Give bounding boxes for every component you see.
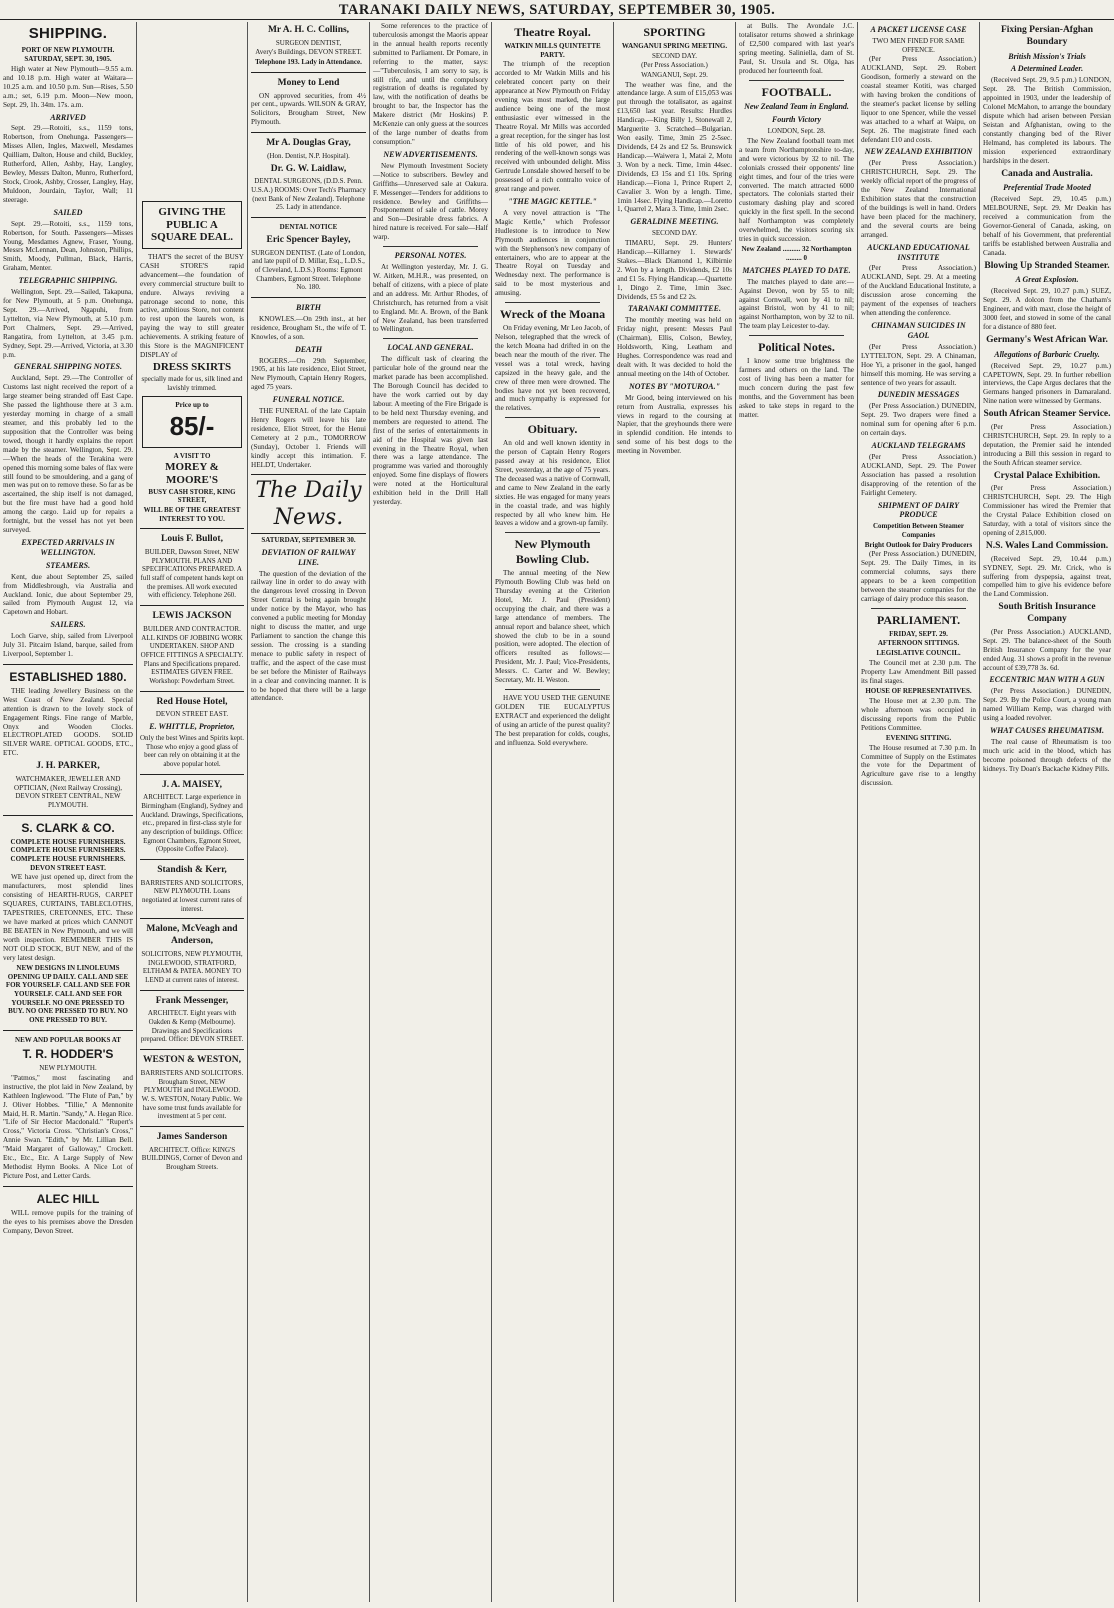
kettle-heading: "THE MAGIC KETTLE." (508, 197, 597, 207)
jackson-text: BUILDER AND CONTRACTOR. ALL KINDS OF JOBBING WORK UNDERTAKEN. SHOP AND OFFICE FITTINGS A SPECIALTY. Plans and Specifications prepared. ESTIMATES GIVEN FREE. Workshop: Powderham Street. (140, 624, 244, 685)
wanganui-text: The weather was fine, and the attendance large. A sum of £15,053 was put through the totalisator, as against £13,650 last year. Results: Hurdles Handicap.—King Billy 1, Stonewall 2, Marguerite 3. Scratched—Bulgarian. Won easily. Time, 3min 25 2-5sec. Dividends, £4 2s and £2 5s. Brunswick Handicap.—Waiwera 1, Matai 2, Motu 3. Won by a neck. Time, 1min 44sec. Dividends, £3 15s and £1 10s. Spring Handicap.—Fiona 1, Prince Rupert 2, Cavalier 3. Won by a length. Time, 1min 14sec. Flying Handicap.—Loretto 1, Quarrel 2, Mara 3. Time, 1min 2sec. (617, 80, 732, 214)
telegraphic-text: Wellington, Sept. 29.—Sailed, Takapuna, for New Plymouth, at 5 p.m. Onehunga, Sept. 29.—Arrived, Ngapuhi, from Lyttelton, via New Plymouth, at 5.10 p.m. Port Chalmers, Sept. 29.—Arrived, Rangatira, from Lyttelton, at 3.45 p.m. Sydney, Sept. 29.—Arrived, Victoria, at 3.30 p.m. (3, 288, 133, 359)
column-sporting (614, 22, 735, 1602)
money-heading: Money to Lend (277, 77, 340, 88)
exhibition-heading: NEW ZEALAND EXHIBITION (864, 147, 973, 157)
messenger-text: ARCHITECT. Eight years with Oakden & Kemp (Melbourne). Drawings and Specifications prepared. Office: DEVON STREET. (140, 1009, 244, 1044)
afghan-heading: Fixing Persian-Afghan Boundary (1000, 25, 1094, 47)
germany-heading: Germany's West African War. (986, 334, 1108, 345)
weston-name: WESTON & WESTON, (143, 1055, 241, 1066)
column-editorial (370, 22, 491, 1602)
alec-hill-name: ALEC HILL (36, 1191, 100, 1206)
football-heading: FOOTBALL. (761, 84, 832, 99)
new-ads-heading: NEW ADVERTISEMENTS. (383, 149, 478, 159)
institute-text: (Per Press Association.) AUCKLAND, Sept. 29. At a meeting of the Auckland Educational Institute, a discussion arose concerning the payment of the expenses of teachers when attending the conference. (861, 264, 976, 318)
institute-heading: AUCKLAND EDUCATIONAL INSTITUTE (867, 242, 970, 262)
established-heading: ESTABLISHED 1880. (9, 669, 127, 684)
tides-text: High water at New Plymouth—9.55 a.m. and 10.18 p.m. High water at Waitara—10.25 a.m. and 10.50 p.m. Sun—Rises, 5.50 a.m.; set, 6.19 p.m. Moon—New moon, Sept. 29, 1h. 34m. 17s. a.m. (3, 64, 133, 109)
clark-sub: COMPLETE HOUSE FURNISHERS. COMPLETE HOUSE FURNISHERS. COMPLETE HOUSE FURNISHERS. DEVON STREET EAST. (10, 837, 126, 872)
morey-moore-sub: BUSY CASH STORE, KING STREET, (148, 487, 236, 505)
moturoa-heading: NOTES BY "MOTUROA." (628, 381, 721, 391)
committee-heading: TARANAKI COMMITTEE. (628, 304, 721, 314)
telegraphic-heading: TELEGRAPHIC SHIPPING. (18, 276, 118, 286)
giving-public-text: THAT'S the secret of the BUSY CASH STORE'S rapid advancement—the foundation of every commercial structure built to endure. Always reviving a patronage second to none, this active, ambitious Store, not content to rest upon the laurels won, is paying the way to still greater achievements. A striking feature of this Store is the MAGNIFICENT DISPLAY of (140, 252, 244, 360)
packet-sub: TWO MEN FINED FOR SAME OFFENCE. (872, 36, 965, 54)
football-text: The New Zealand football team met a team from Northamptonshire to-day, and were victorious by 32 to nil. The colonials crossed their opponents' line eight times, and four of the tries were converted. The match attracted 6000 spectators. The colonials started their customary dashing play and scored quickly in the first spell. In the second half Northampton was completely overwhelmed, the visitors scoring six tries in quick succession. (739, 136, 854, 244)
crystal-text: (Per Press Association.) CHRISTCHURCH, Sept. 29. The High Commissioner has wired the Premier that the Crystal Palace Exhibition closed on Saturday, with a total of visitors since the opening of 2,815,000. (983, 484, 1111, 537)
dairy-heading: SHIPMENT OF DAIRY PRODUCE (877, 500, 960, 520)
parker-text: WATCHMAKER, JEWELLER AND OPTICIAN, (Next Railway Crossing), DEVON STREET CENTRAL, NEW PLYMOUTH. (14, 774, 122, 809)
rheumatism-heading: WHAT CAUSES RHEUMATISM. (989, 726, 1105, 736)
column-football (736, 22, 857, 1602)
established-text: THE leading Jewellery Business on the West Coast of New Zealand. Special attention is drawn to the lovely stock of Engagement Rings. Fine range of Marble, Onyx and Wooden Clocks. ELECTROPLATED GOODS. SOLID SILVER WARE. OPTICAL GOODS, ETC., ETC. (3, 686, 133, 758)
dress-skirts-text: specially made for us, silk lined and lavishly trimmed. (141, 375, 243, 392)
hodder-text: "Patmos," most fascinating and instructive, the plot laid in New Zealand, by Kathleen Inglewood. "The Flute of Pan," by J. Oliver Hobbes. "Tillie," A Mennonite Maid, H. R. Martin. "Sandy," A. Hegan Rice. "Life of Sir Hector Macdonald." "Rupert's Cross," Victoria Cross. "Christian's Cross," Annie Swan. "Edith," by Mr. Lillian Bell. "Maid Margaret of Galloway," Crockett. Etc., Etc., Etc. A Large Supply of New Methodist Hymn Books. A Nice Lot of Picture Post, and Letter Cards. (3, 1073, 133, 1181)
column-ads-store (137, 22, 247, 1602)
matches-heading: MATCHES PLAYED TO DATE. (742, 265, 851, 275)
whittle-name: E. WHITTLE, Proprietor, (149, 721, 235, 731)
committee-text: The monthly meeting was held on Friday night, present: Messrs Paul (Chairman), Ellis, Colson, Bewley, Holdsworth, King, Leatham and Hughes. Correspondence was read and dealt with. It was decided to hold the annual meeting on the 14th of October. (617, 316, 732, 378)
gray-role: (Hon. Dentist, N.P. Hospital). (267, 152, 350, 160)
malone-name: Malone, McVeagh and Anderson, (146, 924, 238, 947)
arrived-text: Sept. 29.—Rotoiti, s.s., 1159 tons, Robertson, from Onehunga. Passengers—Misses Allen, Ingles, Maxwell, Mesdames Quilliam, Dalton, House and child, Buckley, Rutherford, Allen, Ashby, Hay, Langley, Bewley, Messrs Dalton, Munro, Rutherford, Stock, Crook, Ashby, Crosser, Langley, Hay, Muldoon, Jourdain, Taylor, Wall; 11 steerage. (3, 124, 133, 204)
gray-name: Mr A. Douglas Gray, (266, 138, 351, 149)
local-heading: LOCAL AND GENERAL. (387, 343, 474, 353)
redhouse-name: Red House Hotel, (156, 696, 228, 707)
weston-text: BARRISTERS AND SOLICITORS. Brougham Street, NEW PLYMOUTH and INGLEWOOD. W. S. WESTON, Notary Public. We have some trust funds available for investment at 5 per cent. (140, 1068, 244, 1121)
money-text: ON approved securities, from 4½ per cent., upwards. WILSON & GRAY, Solicitors, Brougham Street, New Plymouth. (251, 91, 366, 127)
nz-team-heading: New Zealand Team in England. (744, 102, 849, 112)
daily-news-nameplate: The Daily News. (251, 474, 366, 535)
wanganui-dateline: WANGANUI, Sept. 29. (641, 70, 708, 79)
chinaman-heading: CHINAMAN SUICIDES IN GAOL (871, 321, 966, 340)
deviation-heading: DEVIATION OF RAILWAY LINE. (261, 547, 356, 567)
canada-heading: Canada and Australia. (1001, 168, 1093, 179)
price-value: 85/- (169, 411, 215, 442)
funeral-heading: FUNERAL NOTICE. (272, 395, 345, 405)
sailers-text: Loch Garve, ship, sailed from Liverpool July 31. Pitcairn Island, barque, sailed from Liverpool, September 1. (3, 632, 133, 659)
standish-name: Standish & Kerr, (157, 865, 227, 876)
wanganui-second-day: SECOND DAY. (651, 51, 698, 60)
afghan-text: (Received Sept. 29, 9.5 p.m.) LONDON, Sept. 28. The British Commission, appointed in 1903, under the leadership of Colonel McMahon, to arrange the boundary dispute which had arisen between Persian Seistan and Afghanistan, owing to the constantly changing bed of the River Helmand, has completed its labours. The mission experienced extraordinary hardships in the desert. (983, 76, 1111, 165)
laidlaw-name: Dr. G. W. Laidlaw, (270, 163, 347, 174)
rheumatism-text: The real cause of Rheumatism is too much uric acid in the blood, which has become poisoned through defects of the kidneys. Try Doan's Backache Kidney Pills. (983, 737, 1111, 773)
dunedin-text: (Per Press Association.) DUNEDIN, Sept. 29. Two drapers were fined a nominal sum for opening after 6 p.m. on certain days. (861, 402, 976, 438)
wanganui-heading: WANGANUI SPRING MEETING. (621, 41, 728, 50)
germany-text: (Received Sept. 29, 10.27 p.m.) CAPETOWN, Sept. 29. In further rebellion interviews, the Cape Argus declares that the Germans hanged prisoners in Damaraland. Nine nation were witnessed by Germans. (983, 361, 1111, 406)
auckland-heading: AUCKLAND TELEGRAMS (871, 441, 966, 451)
football-score: New Zealand .......... 32 Northampton ......... 0 (741, 245, 852, 263)
price-box (142, 396, 242, 447)
dairy-text: (Per Press Association.) DUNEDIN, Sept. 29. The Daily Times, in its commercial columns, says there appears to be a keen competition between the steamer companies for the carriage of dairy produce this season. (861, 550, 976, 603)
packet-text: (Per Press Association.) AUCKLAND, Sept. 29. Robert Goodison, formerly a steward on the coastal steamer Kotiti, was charged with having broken the conditions of the steamer's packet license by selling liquor to one Spencer, while the vessel was attached to a wharf at Waipu, on Sept. 26. The magistrate fined each defendant £10 and costs. (861, 55, 976, 144)
birth-text: KNOWLES.—On 29th inst., at her residence, Brougham St., the wife of T. Knowles, of a son. (251, 314, 366, 341)
maisey-name: J. A. MAISEY, (161, 779, 223, 790)
morey-moore-name: MOREY & MOORE'S (165, 461, 219, 486)
council-text: The Council met at 2.30 p.m. The Property Law Amendment Bill passed its final stages. (861, 658, 976, 685)
collins-address: Avery's Buildings, DEVON STREET. (255, 48, 362, 57)
steamer-service-text: (Per Press Association.) CHRISTCHURCH, Sept. 29. In reply to a deputation, the Premier said he intended introducing a Bill this session in regard to the South African steamer service. (983, 423, 1111, 467)
hodder-location: NEW PLYMOUTH. (39, 1064, 97, 1073)
column-professional (248, 22, 369, 1602)
redhouse-text: DEVON STREET EAST. (155, 710, 229, 719)
bayley-name: Eric Spencer Bayley, (266, 234, 351, 245)
exhibition-text: (Per Press Association.) CHRISTCHURCH, Sept. 29. The weekly official report of the progress of the New Zealand International Exhibition states that the construction of the buildings is well in hand. Orders have been placed for the machinery, and the several courts are being arranged. (861, 159, 976, 239)
geraldine-sub: SECOND DAY. (651, 229, 698, 238)
sanderson-text: ARCHITECT. Office: KING'S BUILDINGS, Corner of Devon and Brougham Streets. (141, 1145, 243, 1172)
local-text: The difficult task of clearing the particular hole of the ground near the market parade has been accomplished. The Borough Council has decided to have the work carried out by day labour. A meeting of the Fire Brigade is to be held next Thursday evening, and members are requested to attend. The first of the series of entertainments in aid of the Hospital was given last evening in the Theatre Royal, when there was a large attendance. The programme was varied and thoroughly enjoyed. Some fine displays of flowers were noted at the Horticultural exhibition held in the Drill Hall yesterday. (373, 355, 488, 507)
editorial-intro: Some references to the practice of tuberculosis amongst the Maoris appear in the annual health reports recently submitted to Parliament. Dr Pomare, in referring to the matter, says:—"Tuberculosis, I am sorry to say, is still rife, and until the compulsory registration of deaths is regulated by law, with the notification of deaths be brought to bar, the Inspector has the Makere district (Mr Hoskins) P. McKenzie can only guess at the sources of the large number of deaths from consumption." (373, 22, 488, 146)
dress-skirts-heading: DRESS SKIRTS (152, 361, 232, 374)
theatre-sub: WATKIN MILLS QUINTETTE PARTY. (504, 41, 601, 59)
stranded-sub: A Great Explosion. (1015, 275, 1079, 285)
whittle-text: Only the best Wines and Spirits kept. Those who enjoy a good glass of beer can rely on obtaining it at the above popular hotel. (140, 733, 244, 768)
football-dateline: LONDON, Sept. 28. (767, 127, 826, 136)
auckland-text: (Per Press Association.) AUCKLAND, Sept. 29. The Power Association has passed a resolution disapproving of the retention of the Fairlight Cemetery. (861, 452, 976, 497)
bullot-name: Louis F. Bullot, (161, 534, 223, 545)
messenger-name: Frank Messenger, (155, 995, 229, 1006)
funeral-text: THE FUNERAL of the late Captain Henry Rogers will leave his late residence, Eliot Street, for the Henui Cemetery at 2 p.m., TOMORROW (Sunday), October 1. Friends will kindly accept this intimation. F. HELDT, Undertaker. (251, 407, 366, 469)
giving-public-heading: GIVING THE PUBLIC A SQUARE DEAL. (151, 206, 233, 244)
steamers-text: Kent, due about September 25, sailed from Middlesbrough, via Australia and Auckland. Ionic, due about September 29, sailed from Plymouth August 12, via Capetown and Hobart. (3, 572, 133, 617)
general-notes-text: Auckland, Sept. 29.—The Controller of Customs last night received the report of a large steamer being stranded off East Cape. She passed the lighthouse there at 3 a.m. yesterday morning in charge of a small steamer, and this probably led to the supposition that the Controller was being towed, though it hardly explains the report made by the steamer. Wellington, Sept. 29.—When the heads of the Terakina were opened this morning some bales of flax were still found to be smouldering, and a gang of men was put on to remove these. So far as be ascertained, the ship itself is not damaged, but the fire must have had a good hold among the cargo. Laid up for repairs a fortnight, but the vessel has not yet been surveyed. (3, 374, 133, 535)
nsw-heading: N.S. Wales Land Commission. (985, 540, 1109, 551)
bayley-role: SURGEON DENTIST. (Late of London, and late pupil of D. Millar, Esq., L.D.S., of Cleveland, L.D.S.) Rooms: Egmont Chambers, Egmont Street. Telephone No. 180. (251, 248, 366, 292)
parliament-heading: PARLIAMENT. (876, 612, 961, 627)
price-label: Price up to (175, 401, 209, 410)
collins-role: SURGEON DENTIST, (275, 38, 342, 47)
sanderson-name: James Sanderson (156, 1131, 228, 1142)
political-heading: Political Notes. (758, 340, 835, 355)
visit-text: A VISIT TO (173, 451, 211, 460)
books-heading: NEW AND POPULAR BOOKS AT (15, 1035, 121, 1044)
moana-text: On Friday evening, Mr Leo Jacob, of Nelson, telegraphed that the wreck of the ketch Moana had drifted in on the beach near the mouth of the river. The vessel was a total wreck, having capsized in the heavy gale, and the crew of three men were drowned. The bodies have not yet been recovered, and much sympathy is expressed for the relatives. (495, 324, 610, 413)
new-ads-text: New Plymouth Investment Society—Notice to subscribers. Bewley and Griffiths—Unreserved sale at Oakura. F. Messenger—Tenders for additions to residence. Bewley and Griffiths—Postponement of sale of cattle. Morey and Son—Desirable dress fabrics. A hired nature is received. For sale—Half warp. (373, 161, 488, 242)
morey-moore-tail: WILL BE OF THE GREATEST INTEREST TO YOU. (143, 505, 241, 523)
giving-public-ad (142, 201, 242, 249)
death-text: ROGERS.—On 29th September, 1905, at his late residence, Eliot Street, New Plymouth, Captain Henry Rogers, aged 75 years. (251, 356, 366, 392)
steamers-heading: STEAMERS. (45, 560, 91, 570)
newspaper-masthead: TARANAKI DAILY NEWS, SATURDAY, SEPTEMBER 30, 1905. (0, 0, 1114, 20)
council-heading: LEGISLATIVE COUNCIL. (876, 649, 961, 658)
column-shipping (0, 22, 136, 1602)
steamer-service-heading: South African Steamer Service. (983, 409, 1111, 420)
eucalypti-text: HAVE YOU USED THE GENUINE GOLDEN TIE EUCALYPTUS EXTRACT and experienced the delight of using an article of the purest quality? The best preparation for colds, coughs, and influenza. Sold everywhere. (495, 694, 610, 747)
deviation-text: The question of the deviation of the railway line in order to do away with the dangerous level crossing in Devon Street Central is being again brought under notice by the Mayor, who has convened a public meeting for Monday night to discuss the matter, and urge Parliament to sanction the change this session. The crossing is a standing menace to public safety in respect of traffic, and the aspect of the case must be set before the Minister of Railways in a clear and convincing manner. It is to be hoped that there will be a large attendance. (251, 569, 366, 703)
press-association: (Per Press Association.) (641, 61, 708, 70)
laidlaw-role: DENTAL SURGEONS, (D.D.S. Penn. U.S.A.) ROOMS: Over Tech's Pharmacy (next Bank of New Zealand). Telephone 25. Lady in attendance. (251, 177, 366, 212)
sailers-heading: SAILERS. (50, 620, 86, 630)
hodder-name: T. R. HODDER'S (22, 1047, 114, 1062)
evening-text: The House resumed at 7.30 p.m. In Committee of Supply on the Estimates the vote for the Department of Agriculture gave rise to a lengthy discussion. (861, 743, 976, 788)
column-cables (980, 22, 1114, 1602)
parliament-date: FRIDAY, SEPT. 29. (889, 629, 948, 638)
collins-name: Mr A. H. C. Collins, (267, 25, 350, 35)
dairy-sub2: Bright Outlook for Dairy Producers (864, 540, 973, 549)
eccentric-text: (Per Press Association.) DUNEDIN, Sept. 29. By the Police Court, a young man named William Kemp, was charged with using a loaded revolver. (983, 687, 1111, 723)
clark-name: S. CLARK & CO. (21, 820, 115, 835)
obituary-heading: Obituary. (527, 422, 578, 437)
germany-sub: Allegations of Barbaric Cruelty. (994, 349, 1100, 359)
arrived-heading: ARRIVED (50, 112, 86, 122)
dunedin-heading: DUNEDIN MESSAGES (877, 390, 960, 400)
column-telegrams (858, 22, 979, 1602)
evening-heading: EVENING SITTING. (885, 733, 952, 742)
theatre-text: The triumph of the reception accorded to Mr Watkin Mills and his celebrated concert party on their appearance at New Plymouth on Friday evening was most marked, the large audience being one of the most enthusiastic ever witnessed in the Theatre Royal. Mr Mills was accorded a great reception, for the singer has lost little of his old power, and his rendering of the well-known songs was received with unbounded delight. Miss Gertrude Lonsdale showed herself to be possessed of a rich contralto voice of great range and power. (495, 60, 610, 194)
stranded-heading: Blowing Up Stranded Steamer. (984, 260, 1110, 271)
obituary-text: An old and well known identity in the person of Captain Henry Rogers passed away at his residence, Eliot Street, yesterday, at the age of 75 years. The deceased was a native of Cornwall, and came to New Zealand in the early sixties. He was engaged for many years in the coastal trade, and was highly respected by all who knew him. He leaves a widow and a grown-up family. (495, 439, 610, 528)
death-heading: DEATH (294, 344, 323, 354)
column-theatre (492, 22, 613, 1602)
bayley-heading: DENTAL NOTICE (279, 223, 338, 232)
crystal-heading: Crystal Palace Exhibition. (993, 470, 1101, 481)
collins-phone: Telephone 193. Lady in Attendance. (255, 58, 362, 67)
birth-heading: BIRTH (296, 302, 321, 312)
shipping-heading: SHIPPING. (28, 25, 108, 42)
bullot-text: BUILDER, Dawson Street, NEW PLYMOUTH. PLANS AND SPECIFICATIONS PREPARED. A full staff of competent hands kept on the premises. All work executed with efficiency. Telephone 260. (140, 548, 244, 600)
shipping-date: SATURDAY, SEPT. 30, 1905. (24, 55, 112, 64)
canada-text: (Received Sept. 29, 10.45 p.m.) MELBOURNE, Sept. 29. Mr Deakin has received a communication from the Governor-General of Canada, asking, on behalf of his Government, that preferential tariffs be established between Australia and Canada. (983, 195, 1111, 257)
chinaman-text: (Per Press Association.) LYTTELTON, Sept. 29. A Chinaman, Hoe Yi, a prisoner in the gaol, hanged himself this morning. He was serving a sentence of two years for assault. (861, 342, 976, 387)
sporting-continued: at Bulls. The Avondale J.C. totalisator returns showed a shrinkage of £2,500 compared with last year's spring meeting. Saliniella, dam of St. Paul, St. Ursula and St. Olga, has produced her fourteenth foal. (739, 22, 854, 75)
dairy-sub: Competition Between Steamer Companies (873, 522, 964, 540)
theatre-heading: Theatre Royal. (514, 25, 591, 39)
afghan-sub2: A Determined Leader. (1010, 64, 1084, 74)
general-notes-heading: GENERAL SHIPPING NOTES. (14, 362, 122, 372)
moana-heading: Wreck of the Moana (499, 307, 606, 322)
political-text: I know some true brightness the farmers and others on the land. The cost of living has been a matter for much concern during the past few months, and the Government has been asked to take steps in regard to the matter. (739, 357, 854, 419)
geraldine-text: TIMARU, Sept. 29. Hunters' Handicap.—Killarney 1. Stewards' Stakes.—Black Diamond 1, Kilbirnie 2. Won by a length. Dividends, £2 10s and £1 5s. Flying Handicap.—Quartette 1, Dingo 2. Time, 1min 3sec. Dividends, £5 5s and £2 2s. (617, 238, 732, 301)
bowling-text: The annual meeting of the New Plymouth Bowling Club was held on Thursday evening at the Criterion Hotel, Mr. J. Paul (President) occupying the chair, and there was a large attendance of members. The annual report and balance sheet, which showed the club to be in a sound position, were adopted. The election of officers resulted as follows:—President, Mr. J. Paul; Vice-Presidents, Messrs. C. Carter and W. Bewley; Secretary, Mr. H. Weston. (495, 569, 610, 685)
clark-lines: NEW DESIGNS IN LINOLEUMS OPENING UP DAILY. CALL AND SEE FOR YOURSELF. CALL AND SEE FOR YOURSELF. CALL AND SEE FOR YOURSELF. NO ONE PRESSED TO BUY. NO ONE PRESSED TO BUY. NO ONE PRESSED TO BUY. (5, 963, 131, 1024)
parker-name: J. H. PARKER, (36, 761, 100, 772)
port-line: PORT OF NEW PLYMOUTH. (21, 45, 115, 54)
personal-text: At Wellington yesterday, Mr. J. G. W. Aitken, M.H.R., was presented, on behalf of citizens, with a piece of plate and an address. Mr. Arthur Rhodes, of Christchurch, has returned from a visit to England. Mr. A. Brown, of the Bank of New Zealand, has been transferred to Wellington. (373, 263, 488, 334)
afternoon-heading: AFTERNOON SITTINGS. (877, 639, 960, 648)
malone-text: SOLICITORS, NEW PLYMOUTH, INGLEWOOD, STRATFORD, ELTHAM & PATEA. MONEY TO LEND at current rates of interest. (141, 950, 243, 985)
standish-text: BARRISTERS AND SOLICITORS, NEW PLYMOUTH. Loans negotiated at lowest current rates of interest. (140, 878, 244, 913)
house-text: The House met at 2.30 p.m. The whole afternoon was occupied in discussing reports from the Public Petitions Committee. (861, 696, 976, 732)
geraldine-heading: GERALDINE MEETING. (630, 217, 719, 227)
house-heading: HOUSE OF REPRESENTATIVES. (865, 687, 972, 696)
sailed-heading: SAILED (53, 207, 83, 217)
kettle-text: A very novel attraction is "The Magic Kettle," which Professor Hudlestone is to introduce to New Plymouth audiences in conjunction with the Stephenson's new company of entertainers, who are to appear at the Theatre Royal on Tuesday and Wednesday next. The performance is said to be most mysterious and amusing. (495, 208, 610, 298)
personal-heading: PERSONAL NOTES. (394, 251, 467, 261)
jackson-name: LEWIS JACKSON (152, 611, 232, 622)
maisey-text: ARCHITECT. Large experience in Birmingham (England), Sydney and Auckland. Drawings, Specifications, etc., prepared in first-class style for any description of buildings. Office: Egmont Chambers, Egmont Street, (Opposite Coffee Palace). (140, 793, 244, 854)
clark-text: WE have just opened up, direct from the manufacturers, most splendid lines consisting of HEARTH-RUGS, CARPET SQUARES, CURTAINS, TABLECLOTHS, TAPESTRIES, CRETONNES, ETC. These we have marked at prices which CANNOT BE BEATEN in New Plymouth, and we will worth inspection. REMEMBER THIS IS NOT OLD STOCK, BUT NEW, and of the very latest design. (3, 873, 133, 962)
nsw-text: (Received Sept. 29, 10.44 p.m.) SYDNEY, Sept. 29. Mr. Crick, who is suffering from dyspepsia, against treat, compelled him to give his evidence before the Land Commission. (983, 554, 1111, 599)
daily-news-date: SATURDAY, SEPTEMBER 30. (261, 536, 356, 545)
sailed-text: Sept. 29.—Rotoiti, s.s., 1159 tons, Robertson, for South. Passengers—Misses Young, Mesdames Agnew, Fraser, Young, Messrs McLennan, Dean, Johnston, Phillips, Smith, Moody, Pullman, Black, Harris, Graham, Menter. (3, 219, 133, 273)
insurance-text: (Per Press Association.) AUCKLAND, Sept. 29. The balance-sheet of the South British Insurance Company for the year ended Aug. 31 shows a profit in the revenue account of £39,778 3s. 6d. (983, 627, 1111, 672)
insurance-heading: South British Insurance Company (998, 602, 1096, 625)
packet-heading: A PACKET LICENSE CASE (870, 25, 967, 34)
eccentric-heading: ECCENTRIC MAN WITH A GUN (989, 675, 1105, 685)
stranded-text: (Received Sept. 29, 10.27 p.m.) SUEZ, Sept. 29. A dolcon from the Chatham's Engineer, and with maxt, close the height of 3000 feet, and stowed in some of the canal for a distance of 880 feet. (983, 287, 1111, 332)
alec-hill-text: WILL remove pupils for the training of the eyes to his premises above the Dresden Company, Devon Street. (3, 1208, 133, 1235)
moturoa-text: Mr Good, being interviewed on his return from Australia, expresses his views in regard to the coursing at Napier, that the greyhounds there were in splendid condition. He intends to send some of his best dogs to the meeting in November. (617, 393, 732, 456)
matches-text: The matches played to date are:—Against Devon, won by 55 to nil; against Cornwall, won by 41 to nil; against Bristol, won by 41 to nil; against Northampton, won by 32 to nil. The team play Leicester to-day. (739, 277, 854, 331)
expected-heading: EXPECTED ARRIVALS IN WELLINGTON. (21, 537, 115, 557)
afghan-sub1: British Mission's Trials (1008, 51, 1086, 61)
sporting-heading: SPORTING (643, 25, 706, 39)
fourth-victory-heading: Fourth Victory (771, 115, 822, 125)
bowling-heading: New Plymouth Bowling Club. (514, 537, 591, 567)
canada-sub: Preferential Trade Mooted (1003, 183, 1091, 193)
